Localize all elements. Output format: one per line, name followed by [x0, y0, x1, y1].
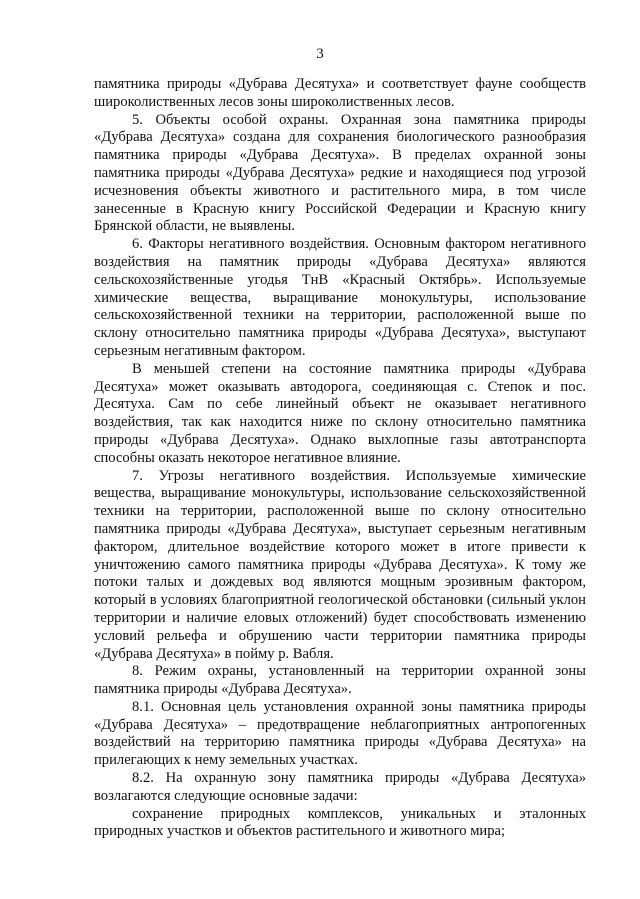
paragraph-protected-objects: 5. Объекты особой охраны. Охранная зона памятника природы «Дубрава Десятуха» создана для сохранения биологического разнообразия памятника природы «Дубрава Десятуха». В пределах охранной зоны памятника природы «Дубрава Десятуха» редкие и находящиеся под угрозой исчезновения объекты животного и растительного мира, в том числе занесенные в Красную книгу Российской Федерации и Красную книгу Брянской области, не выявлены. [94, 111, 586, 235]
paragraph-main-tasks: 8.2. На охранную зону памятника природы «Дубрава Десятуха» возлагаются следующие основные задачи: [94, 770, 586, 804]
paragraph-road-impact: В меньшей степени на состояние памятника природы «Дубрава Десятуха» может оказывать автодорога, соединяющая с. Степок и пос. Десятуха. Сам по себе линейный объект не оказывает негативного воздействия, так как находится ниже по склону относительно памятника природы «Дубрава Десятуха». Однако выхлопные газы автотранспорта способны оказать некоторое негативное влияние. [94, 360, 586, 466]
paragraph-task-conservation: сохранение природных комплексов, уникальных и эталонных природных участков и объектов растительного и животного мира; [94, 805, 586, 840]
paragraph-protection-regime: 8. Режим охраны, установленный на территории охранной зоны памятника природы «Дубрава Десятуха». [94, 663, 586, 698]
document-body [94, 76, 586, 841]
paragraph-threats: 7. Угрозы негативного воздействия. Используемые химические вещества, выращивание монокультуры, использование сельскохозяйственной техники на территории, расположенной выше по склону относительно памятника природы «Дубрава Десятуха», выступает серьезным негативным фактором, длительное воздействие которого может в итоге привести к уничтожению самого памятника природы «Дубрава Десятуха». К тому же потоки талых и дождевых вод являются мощным эрозивным фактором, который в условиях благоприятной геологической обстановки (сильный уклон территории и наличие еловых отложений) будет способствовать изменению условий рельефа и обрушению части территории памятника природы «Дубрава Десятуха» в пойму р. Вабля. [94, 467, 586, 662]
paragraph-negative-factors: 6. Факторы негативного воздействия. Основным фактором негативного воздействия на памятник природы «Дубрава Десятуха» являются сельскохозяйственные угодья ТнВ «Красный Октябрь». Используемые химические вещества, выращивание монокультуры, использование сельскохозяйственной техники на территории, расположенной выше по склону относительно памятника природы «Дубрава Десятуха», выступают серьезным негативным фактором. [94, 236, 586, 359]
paragraph-fauna-continued: памятника природы «Дубрава Десятуха» и соответствует фауне сообществ широколиственных лесов зоны широколиственных лесов. [94, 76, 586, 110]
page-number: 3 [316, 46, 324, 62]
paragraph-main-goal: 8.1. Основная цель установления охранной зоны памятника природы «Дубрава Десятуха» – предотвращение неблагоприятных антропогенных воздействий на территорию памятника природы «Дубрава Десятуха» на прилегающих к нему земельных участках. [94, 698, 586, 769]
